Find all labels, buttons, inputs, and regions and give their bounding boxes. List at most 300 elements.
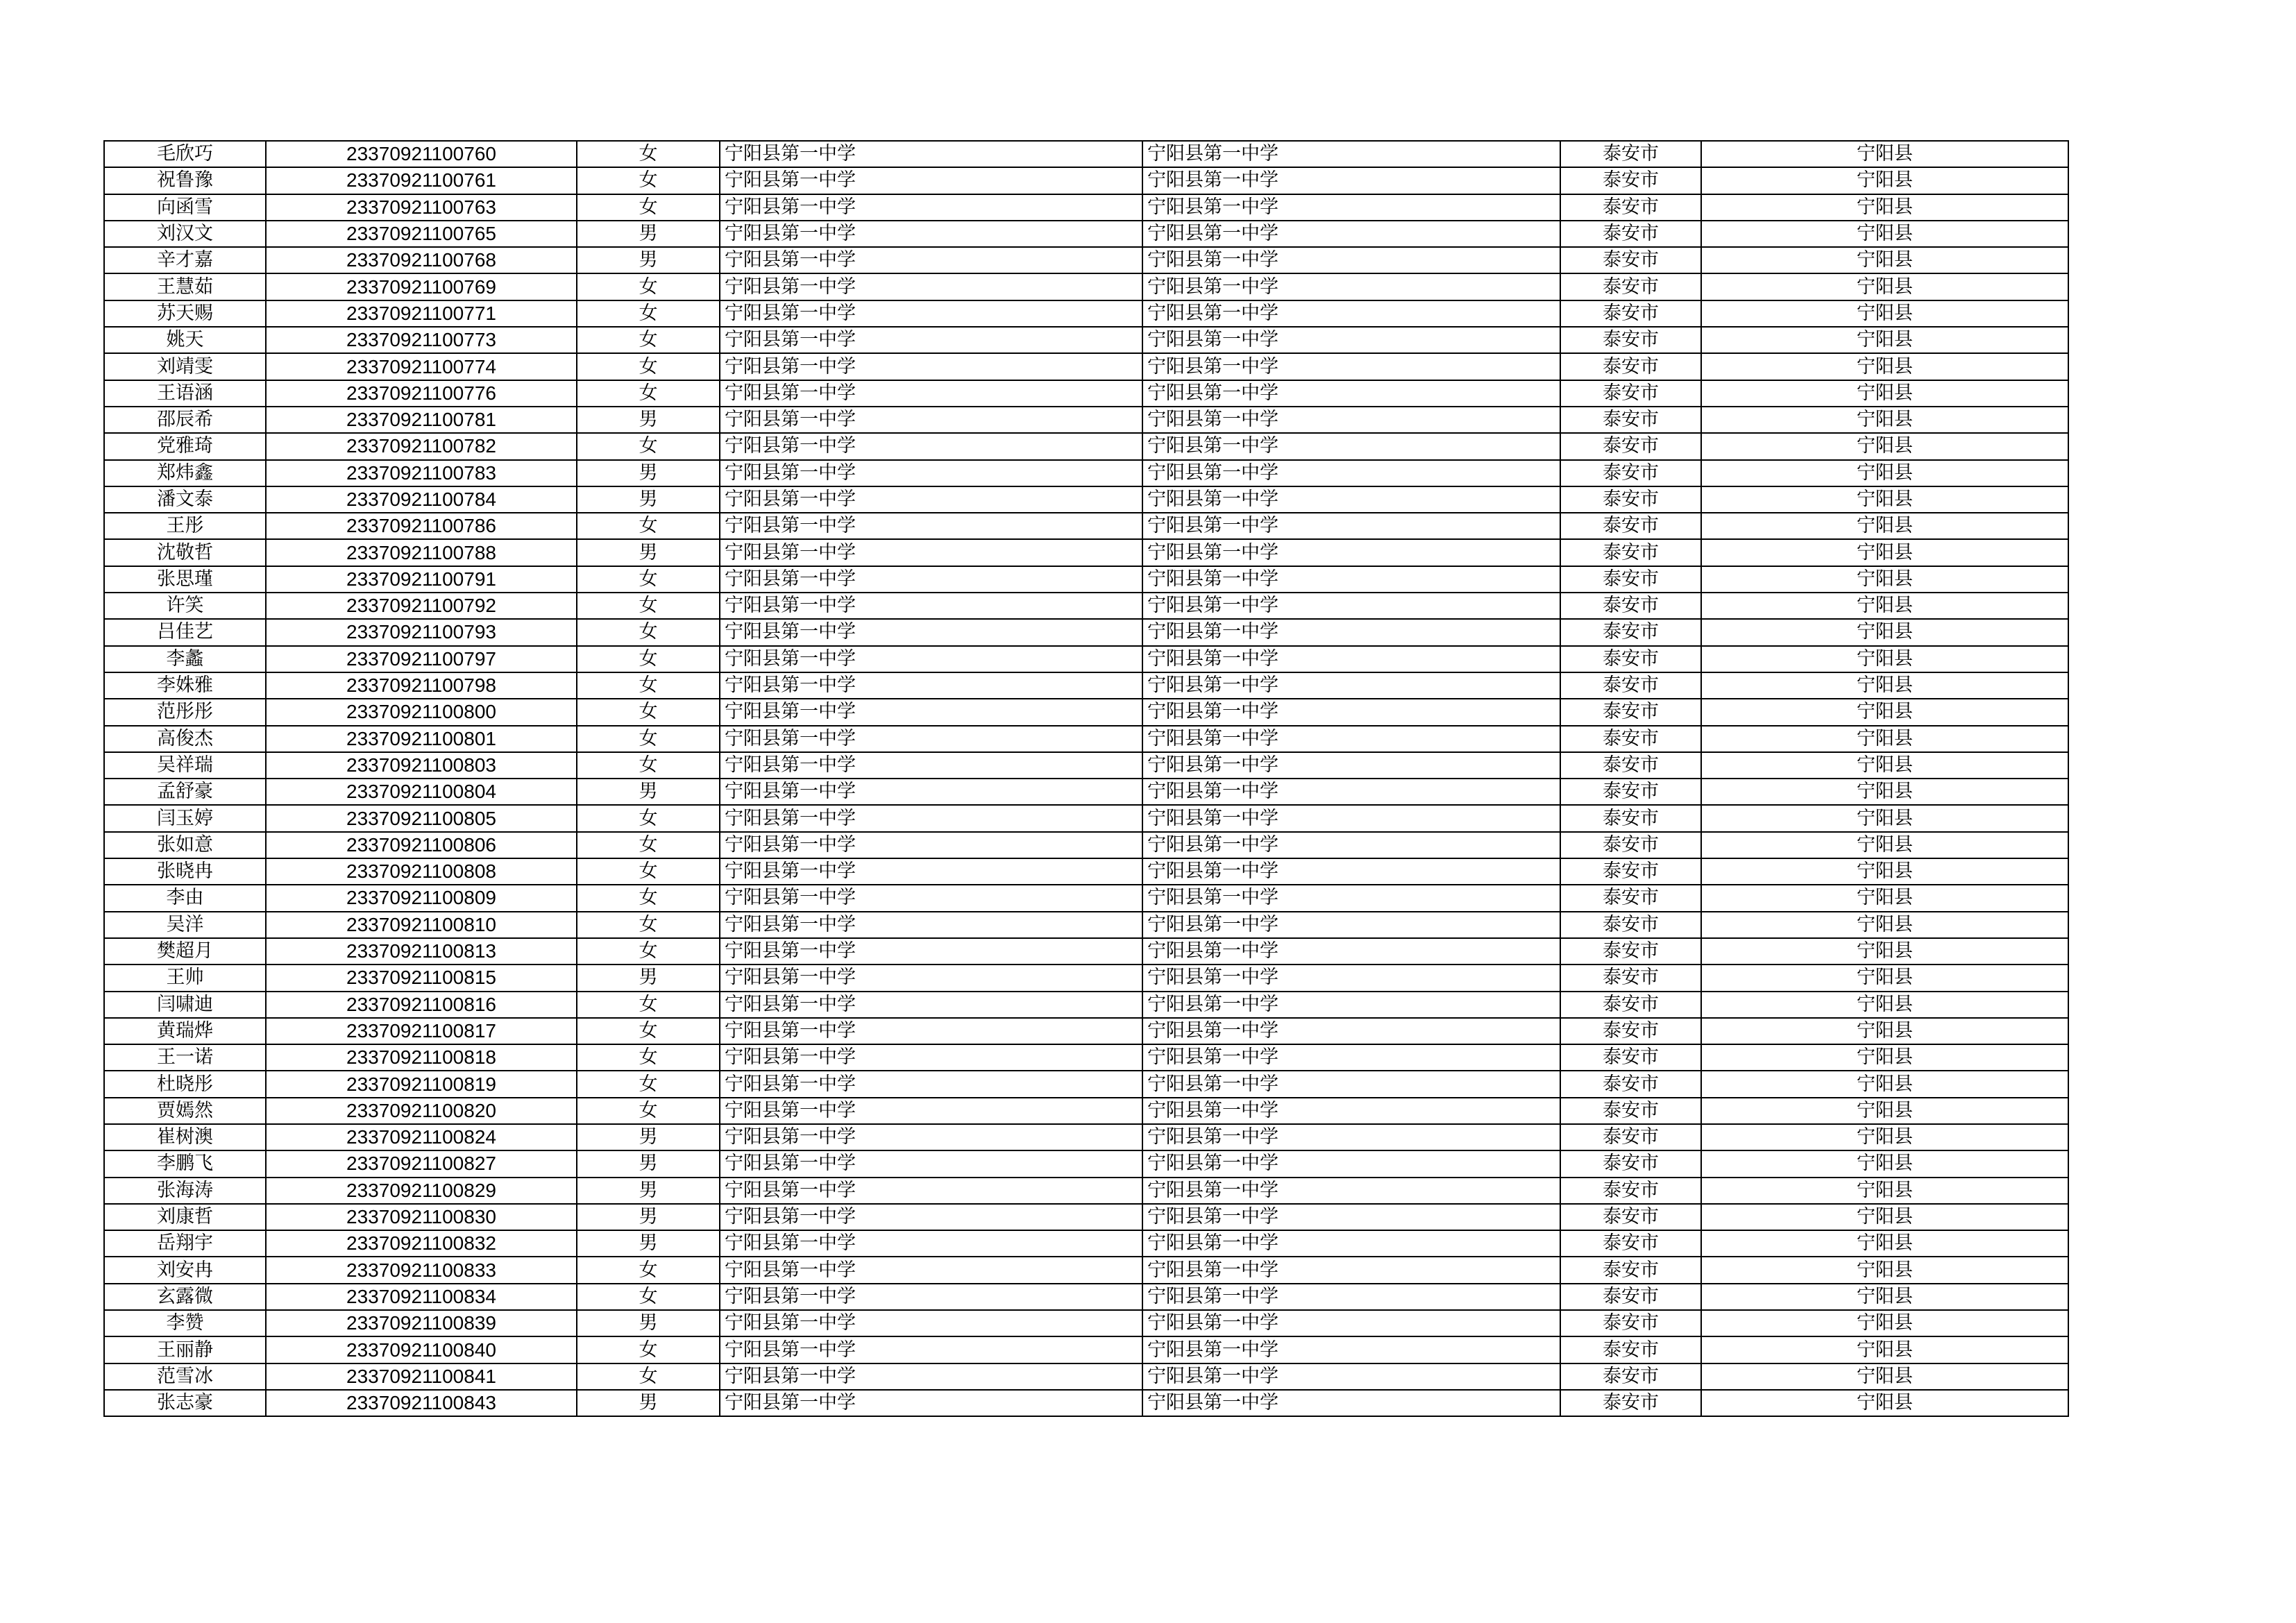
gender-cell: 女 xyxy=(577,1363,720,1390)
school-cell: 宁阳县第一中学 xyxy=(720,221,1142,247)
city-cell: 泰安市 xyxy=(1560,1230,1701,1257)
city-cell: 泰安市 xyxy=(1560,992,1701,1018)
gender-cell: 男 xyxy=(577,407,720,433)
school-cell: 宁阳县第一中学 xyxy=(720,566,1142,593)
table-row xyxy=(104,619,2068,645)
gender-cell: 女 xyxy=(577,1098,720,1124)
county-cell: 宁阳县 xyxy=(1701,992,2068,1018)
student-name-cell: 刘安冉 xyxy=(104,1257,266,1283)
gender-cell: 女 xyxy=(577,194,720,221)
student-name-cell: 吴祥瑞 xyxy=(104,752,266,779)
school-cell: 宁阳县第一中学 xyxy=(720,513,1142,539)
county-cell: 宁阳县 xyxy=(1701,912,2068,938)
exam-number-cell: 23370921100793 xyxy=(266,619,577,645)
table-row xyxy=(104,566,2068,593)
city-cell: 泰安市 xyxy=(1560,327,1701,353)
student-name-cell: 王丽静 xyxy=(104,1336,266,1363)
school-cell: 宁阳县第一中学 xyxy=(720,912,1142,938)
exam-number-cell: 23370921100800 xyxy=(266,699,577,725)
gender-cell: 女 xyxy=(577,1257,720,1283)
exam-number-cell: 23370921100843 xyxy=(266,1390,577,1416)
exam-number-cell: 23370921100781 xyxy=(266,407,577,433)
county-cell: 宁阳县 xyxy=(1701,141,2068,167)
gender-cell: 女 xyxy=(577,646,720,672)
school-cell: 宁阳县第一中学 xyxy=(720,141,1142,167)
gender-cell: 女 xyxy=(577,858,720,885)
county-cell: 宁阳县 xyxy=(1701,460,2068,486)
table-row xyxy=(104,1230,2068,1257)
table-row xyxy=(104,460,2068,486)
table-row xyxy=(104,912,2068,938)
exam-site-cell: 宁阳县第一中学 xyxy=(1142,752,1560,779)
exam-number-cell: 23370921100788 xyxy=(266,539,577,566)
student-name-cell: 邵辰希 xyxy=(104,407,266,433)
table-row xyxy=(104,1071,2068,1097)
student-name-cell: 郑炜鑫 xyxy=(104,460,266,486)
county-cell: 宁阳县 xyxy=(1701,327,2068,353)
gender-cell: 男 xyxy=(577,486,720,513)
gender-cell: 女 xyxy=(577,327,720,353)
school-cell: 宁阳县第一中学 xyxy=(720,1204,1142,1230)
table-row xyxy=(104,221,2068,247)
student-name-cell: 张海涛 xyxy=(104,1178,266,1204)
city-cell: 泰安市 xyxy=(1560,433,1701,459)
exam-number-cell: 23370921100763 xyxy=(266,194,577,221)
table-row xyxy=(104,380,2068,407)
student-name-cell: 吕佳艺 xyxy=(104,619,266,645)
city-cell: 泰安市 xyxy=(1560,141,1701,167)
county-cell: 宁阳县 xyxy=(1701,858,2068,885)
gender-cell: 女 xyxy=(577,1071,720,1097)
city-cell: 泰安市 xyxy=(1560,1336,1701,1363)
gender-cell: 女 xyxy=(577,353,720,380)
exam-site-cell: 宁阳县第一中学 xyxy=(1142,965,1560,991)
student-name-cell: 李鹏飞 xyxy=(104,1150,266,1177)
exam-number-cell: 23370921100782 xyxy=(266,433,577,459)
exam-number-cell: 23370921100841 xyxy=(266,1363,577,1390)
exam-number-cell: 23370921100797 xyxy=(266,646,577,672)
school-cell: 宁阳县第一中学 xyxy=(720,965,1142,991)
city-cell: 泰安市 xyxy=(1560,779,1701,805)
school-cell: 宁阳县第一中学 xyxy=(720,1124,1142,1150)
city-cell: 泰安市 xyxy=(1560,167,1701,194)
exam-number-cell: 23370921100798 xyxy=(266,672,577,699)
table-row xyxy=(104,726,2068,752)
exam-number-cell: 23370921100829 xyxy=(266,1178,577,1204)
gender-cell: 女 xyxy=(577,672,720,699)
exam-number-cell: 23370921100784 xyxy=(266,486,577,513)
exam-number-cell: 23370921100786 xyxy=(266,513,577,539)
gender-cell: 女 xyxy=(577,380,720,407)
county-cell: 宁阳县 xyxy=(1701,433,2068,459)
table-row xyxy=(104,938,2068,965)
exam-number-cell: 23370921100824 xyxy=(266,1124,577,1150)
city-cell: 泰安市 xyxy=(1560,1044,1701,1071)
city-cell: 泰安市 xyxy=(1560,380,1701,407)
county-cell: 宁阳县 xyxy=(1701,699,2068,725)
school-cell: 宁阳县第一中学 xyxy=(720,486,1142,513)
table-row xyxy=(104,167,2068,194)
student-name-cell: 刘康哲 xyxy=(104,1204,266,1230)
exam-number-cell: 23370921100827 xyxy=(266,1150,577,1177)
exam-number-cell: 23370921100820 xyxy=(266,1098,577,1124)
student-name-cell: 李蠡 xyxy=(104,646,266,672)
student-name-cell: 岳翔宇 xyxy=(104,1230,266,1257)
city-cell: 泰安市 xyxy=(1560,858,1701,885)
student-name-cell: 范雪冰 xyxy=(104,1363,266,1390)
table-row xyxy=(104,1098,2068,1124)
exam-site-cell: 宁阳县第一中学 xyxy=(1142,1204,1560,1230)
exam-number-cell: 23370921100801 xyxy=(266,726,577,752)
exam-site-cell: 宁阳县第一中学 xyxy=(1142,938,1560,965)
school-cell: 宁阳县第一中学 xyxy=(720,992,1142,1018)
exam-site-cell: 宁阳县第一中学 xyxy=(1142,912,1560,938)
city-cell: 泰安市 xyxy=(1560,699,1701,725)
table-row xyxy=(104,486,2068,513)
table-body xyxy=(104,141,2068,1416)
table-row xyxy=(104,699,2068,725)
city-cell: 泰安市 xyxy=(1560,1124,1701,1150)
city-cell: 泰安市 xyxy=(1560,1390,1701,1416)
school-cell: 宁阳县第一中学 xyxy=(720,1044,1142,1071)
city-cell: 泰安市 xyxy=(1560,407,1701,433)
exam-site-cell: 宁阳县第一中学 xyxy=(1142,1071,1560,1097)
exam-number-cell: 23370921100809 xyxy=(266,885,577,911)
city-cell: 泰安市 xyxy=(1560,539,1701,566)
exam-number-cell: 23370921100816 xyxy=(266,992,577,1018)
gender-cell: 女 xyxy=(577,885,720,911)
table-row xyxy=(104,992,2068,1018)
county-cell: 宁阳县 xyxy=(1701,1044,2068,1071)
table-row xyxy=(104,433,2068,459)
city-cell: 泰安市 xyxy=(1560,832,1701,858)
school-cell: 宁阳县第一中学 xyxy=(720,1390,1142,1416)
county-cell: 宁阳县 xyxy=(1701,513,2068,539)
county-cell: 宁阳县 xyxy=(1701,779,2068,805)
table-row xyxy=(104,539,2068,566)
school-cell: 宁阳县第一中学 xyxy=(720,1310,1142,1336)
city-cell: 泰安市 xyxy=(1560,300,1701,327)
exam-site-cell: 宁阳县第一中学 xyxy=(1142,353,1560,380)
county-cell: 宁阳县 xyxy=(1701,221,2068,247)
school-cell: 宁阳县第一中学 xyxy=(720,885,1142,911)
school-cell: 宁阳县第一中学 xyxy=(720,593,1142,619)
school-cell: 宁阳县第一中学 xyxy=(720,194,1142,221)
school-cell: 宁阳县第一中学 xyxy=(720,1018,1142,1044)
county-cell: 宁阳县 xyxy=(1701,1150,2068,1177)
table-row xyxy=(104,1257,2068,1283)
exam-site-cell: 宁阳县第一中学 xyxy=(1142,1178,1560,1204)
exam-site-cell: 宁阳县第一中学 xyxy=(1142,273,1560,300)
student-name-cell: 王慧茹 xyxy=(104,273,266,300)
school-cell: 宁阳县第一中学 xyxy=(720,327,1142,353)
county-cell: 宁阳县 xyxy=(1701,167,2068,194)
exam-site-cell: 宁阳县第一中学 xyxy=(1142,460,1560,486)
student-name-cell: 孟舒豪 xyxy=(104,779,266,805)
gender-cell: 女 xyxy=(577,141,720,167)
exam-number-cell: 23370921100792 xyxy=(266,593,577,619)
school-cell: 宁阳县第一中学 xyxy=(720,247,1142,273)
gender-cell: 男 xyxy=(577,965,720,991)
gender-cell: 女 xyxy=(577,726,720,752)
exam-number-cell: 23370921100808 xyxy=(266,858,577,885)
school-cell: 宁阳县第一中学 xyxy=(720,1363,1142,1390)
exam-number-cell: 23370921100769 xyxy=(266,273,577,300)
exam-number-cell: 23370921100818 xyxy=(266,1044,577,1071)
city-cell: 泰安市 xyxy=(1560,1310,1701,1336)
gender-cell: 女 xyxy=(577,1284,720,1310)
county-cell: 宁阳县 xyxy=(1701,1018,2068,1044)
exam-site-cell: 宁阳县第一中学 xyxy=(1142,407,1560,433)
county-cell: 宁阳县 xyxy=(1701,300,2068,327)
county-cell: 宁阳县 xyxy=(1701,1390,2068,1416)
table-row xyxy=(104,1310,2068,1336)
exam-number-cell: 23370921100840 xyxy=(266,1336,577,1363)
table-row xyxy=(104,194,2068,221)
school-cell: 宁阳县第一中学 xyxy=(720,646,1142,672)
city-cell: 泰安市 xyxy=(1560,1018,1701,1044)
table-row xyxy=(104,353,2068,380)
exam-number-cell: 23370921100771 xyxy=(266,300,577,327)
school-cell: 宁阳县第一中学 xyxy=(720,353,1142,380)
gender-cell: 女 xyxy=(577,300,720,327)
student-name-cell: 向函雪 xyxy=(104,194,266,221)
gender-cell: 男 xyxy=(577,247,720,273)
student-name-cell: 杜晓彤 xyxy=(104,1071,266,1097)
student-name-cell: 刘靖雯 xyxy=(104,353,266,380)
student-name-cell: 范彤彤 xyxy=(104,699,266,725)
exam-site-cell: 宁阳县第一中学 xyxy=(1142,247,1560,273)
table-row xyxy=(104,407,2068,433)
county-cell: 宁阳县 xyxy=(1701,1098,2068,1124)
exam-site-cell: 宁阳县第一中学 xyxy=(1142,1124,1560,1150)
school-cell: 宁阳县第一中学 xyxy=(720,300,1142,327)
exam-site-cell: 宁阳县第一中学 xyxy=(1142,221,1560,247)
gender-cell: 女 xyxy=(577,832,720,858)
exam-site-cell: 宁阳县第一中学 xyxy=(1142,779,1560,805)
county-cell: 宁阳县 xyxy=(1701,1124,2068,1150)
student-name-cell: 李由 xyxy=(104,885,266,911)
gender-cell: 女 xyxy=(577,938,720,965)
exam-number-cell: 23370921100783 xyxy=(266,460,577,486)
exam-number-cell: 23370921100834 xyxy=(266,1284,577,1310)
city-cell: 泰安市 xyxy=(1560,194,1701,221)
student-name-cell: 党雅琦 xyxy=(104,433,266,459)
exam-number-cell: 23370921100813 xyxy=(266,938,577,965)
school-cell: 宁阳县第一中学 xyxy=(720,726,1142,752)
table-row xyxy=(104,752,2068,779)
school-cell: 宁阳县第一中学 xyxy=(720,460,1142,486)
exam-site-cell: 宁阳县第一中学 xyxy=(1142,1230,1560,1257)
exam-number-cell: 23370921100830 xyxy=(266,1204,577,1230)
gender-cell: 男 xyxy=(577,1150,720,1177)
table-row xyxy=(104,327,2068,353)
city-cell: 泰安市 xyxy=(1560,1178,1701,1204)
student-name-cell: 王语涵 xyxy=(104,380,266,407)
student-name-cell: 闫啸迪 xyxy=(104,992,266,1018)
school-cell: 宁阳县第一中学 xyxy=(720,832,1142,858)
gender-cell: 男 xyxy=(577,1204,720,1230)
table-row xyxy=(104,646,2068,672)
table-row xyxy=(104,247,2068,273)
table-row xyxy=(104,141,2068,167)
exam-site-cell: 宁阳县第一中学 xyxy=(1142,832,1560,858)
table-row xyxy=(104,1044,2068,1071)
county-cell: 宁阳县 xyxy=(1701,1204,2068,1230)
county-cell: 宁阳县 xyxy=(1701,353,2068,380)
gender-cell: 女 xyxy=(577,619,720,645)
school-cell: 宁阳县第一中学 xyxy=(720,380,1142,407)
student-name-cell: 李姝雅 xyxy=(104,672,266,699)
city-cell: 泰安市 xyxy=(1560,1363,1701,1390)
county-cell: 宁阳县 xyxy=(1701,965,2068,991)
school-cell: 宁阳县第一中学 xyxy=(720,805,1142,831)
student-name-cell: 张晓冉 xyxy=(104,858,266,885)
county-cell: 宁阳县 xyxy=(1701,566,2068,593)
exam-site-cell: 宁阳县第一中学 xyxy=(1142,1257,1560,1283)
gender-cell: 男 xyxy=(577,221,720,247)
gender-cell: 女 xyxy=(577,593,720,619)
school-cell: 宁阳县第一中学 xyxy=(720,433,1142,459)
gender-cell: 男 xyxy=(577,1178,720,1204)
county-cell: 宁阳县 xyxy=(1701,1336,2068,1363)
school-cell: 宁阳县第一中学 xyxy=(720,1098,1142,1124)
student-name-cell: 王帅 xyxy=(104,965,266,991)
city-cell: 泰安市 xyxy=(1560,805,1701,831)
table-row xyxy=(104,1178,2068,1204)
exam-site-cell: 宁阳县第一中学 xyxy=(1142,380,1560,407)
exam-site-cell: 宁阳县第一中学 xyxy=(1142,646,1560,672)
table-row xyxy=(104,1363,2068,1390)
city-cell: 泰安市 xyxy=(1560,885,1701,911)
student-name-cell: 张如意 xyxy=(104,832,266,858)
student-name-cell: 玄露微 xyxy=(104,1284,266,1310)
table-row xyxy=(104,1336,2068,1363)
gender-cell: 男 xyxy=(577,779,720,805)
student-name-cell: 苏天赐 xyxy=(104,300,266,327)
gender-cell: 女 xyxy=(577,513,720,539)
county-cell: 宁阳县 xyxy=(1701,1230,2068,1257)
student-name-cell: 刘汉文 xyxy=(104,221,266,247)
city-cell: 泰安市 xyxy=(1560,1284,1701,1310)
exam-site-cell: 宁阳县第一中学 xyxy=(1142,327,1560,353)
city-cell: 泰安市 xyxy=(1560,938,1701,965)
school-cell: 宁阳县第一中学 xyxy=(720,1336,1142,1363)
city-cell: 泰安市 xyxy=(1560,1071,1701,1097)
gender-cell: 女 xyxy=(577,566,720,593)
exam-number-cell: 23370921100817 xyxy=(266,1018,577,1044)
exam-number-cell: 23370921100774 xyxy=(266,353,577,380)
school-cell: 宁阳县第一中学 xyxy=(720,1257,1142,1283)
table-row xyxy=(104,832,2068,858)
exam-number-cell: 23370921100803 xyxy=(266,752,577,779)
exam-number-cell: 23370921100760 xyxy=(266,141,577,167)
exam-site-cell: 宁阳县第一中学 xyxy=(1142,1363,1560,1390)
county-cell: 宁阳县 xyxy=(1701,407,2068,433)
exam-site-cell: 宁阳县第一中学 xyxy=(1142,1098,1560,1124)
student-name-cell: 樊超月 xyxy=(104,938,266,965)
gender-cell: 女 xyxy=(577,752,720,779)
exam-site-cell: 宁阳县第一中学 xyxy=(1142,1044,1560,1071)
exam-number-cell: 23370921100776 xyxy=(266,380,577,407)
student-name-cell: 黄瑞烨 xyxy=(104,1018,266,1044)
exam-site-cell: 宁阳县第一中学 xyxy=(1142,300,1560,327)
gender-cell: 女 xyxy=(577,699,720,725)
county-cell: 宁阳县 xyxy=(1701,1178,2068,1204)
city-cell: 泰安市 xyxy=(1560,1257,1701,1283)
table-row xyxy=(104,779,2068,805)
student-name-cell: 李赞 xyxy=(104,1310,266,1336)
table-row xyxy=(104,965,2068,991)
city-cell: 泰安市 xyxy=(1560,460,1701,486)
county-cell: 宁阳县 xyxy=(1701,539,2068,566)
city-cell: 泰安市 xyxy=(1560,1150,1701,1177)
county-cell: 宁阳县 xyxy=(1701,938,2068,965)
exam-site-cell: 宁阳县第一中学 xyxy=(1142,619,1560,645)
gender-cell: 女 xyxy=(577,273,720,300)
student-name-cell: 张思瑾 xyxy=(104,566,266,593)
gender-cell: 女 xyxy=(577,1018,720,1044)
city-cell: 泰安市 xyxy=(1560,513,1701,539)
school-cell: 宁阳县第一中学 xyxy=(720,167,1142,194)
exam-number-cell: 23370921100833 xyxy=(266,1257,577,1283)
gender-cell: 女 xyxy=(577,1336,720,1363)
student-name-cell: 辛才嘉 xyxy=(104,247,266,273)
city-cell: 泰安市 xyxy=(1560,912,1701,938)
table-row xyxy=(104,805,2068,831)
table-row xyxy=(104,300,2068,327)
exam-site-cell: 宁阳县第一中学 xyxy=(1142,566,1560,593)
exam-number-cell: 23370921100768 xyxy=(266,247,577,273)
exam-site-cell: 宁阳县第一中学 xyxy=(1142,885,1560,911)
table-row xyxy=(104,885,2068,911)
county-cell: 宁阳县 xyxy=(1701,1310,2068,1336)
exam-site-cell: 宁阳县第一中学 xyxy=(1142,992,1560,1018)
city-cell: 泰安市 xyxy=(1560,221,1701,247)
exam-site-cell: 宁阳县第一中学 xyxy=(1142,805,1560,831)
county-cell: 宁阳县 xyxy=(1701,486,2068,513)
table-row xyxy=(104,1284,2068,1310)
exam-number-cell: 23370921100765 xyxy=(266,221,577,247)
county-cell: 宁阳县 xyxy=(1701,1363,2068,1390)
gender-cell: 女 xyxy=(577,1044,720,1071)
city-cell: 泰安市 xyxy=(1560,726,1701,752)
gender-cell: 男 xyxy=(577,1310,720,1336)
gender-cell: 女 xyxy=(577,992,720,1018)
exam-site-cell: 宁阳县第一中学 xyxy=(1142,433,1560,459)
county-cell: 宁阳县 xyxy=(1701,646,2068,672)
exam-site-cell: 宁阳县第一中学 xyxy=(1142,1018,1560,1044)
gender-cell: 男 xyxy=(577,1230,720,1257)
school-cell: 宁阳县第一中学 xyxy=(720,1071,1142,1097)
city-cell: 泰安市 xyxy=(1560,353,1701,380)
exam-number-cell: 23370921100805 xyxy=(266,805,577,831)
county-cell: 宁阳县 xyxy=(1701,273,2068,300)
table-row xyxy=(104,513,2068,539)
county-cell: 宁阳县 xyxy=(1701,247,2068,273)
city-cell: 泰安市 xyxy=(1560,486,1701,513)
exam-number-cell: 23370921100832 xyxy=(266,1230,577,1257)
county-cell: 宁阳县 xyxy=(1701,194,2068,221)
exam-number-cell: 23370921100761 xyxy=(266,167,577,194)
county-cell: 宁阳县 xyxy=(1701,752,2068,779)
student-name-cell: 闫玉婷 xyxy=(104,805,266,831)
city-cell: 泰安市 xyxy=(1560,752,1701,779)
exam-number-cell: 23370921100810 xyxy=(266,912,577,938)
county-cell: 宁阳县 xyxy=(1701,619,2068,645)
student-name-cell: 祝鲁豫 xyxy=(104,167,266,194)
county-cell: 宁阳县 xyxy=(1701,1257,2068,1283)
